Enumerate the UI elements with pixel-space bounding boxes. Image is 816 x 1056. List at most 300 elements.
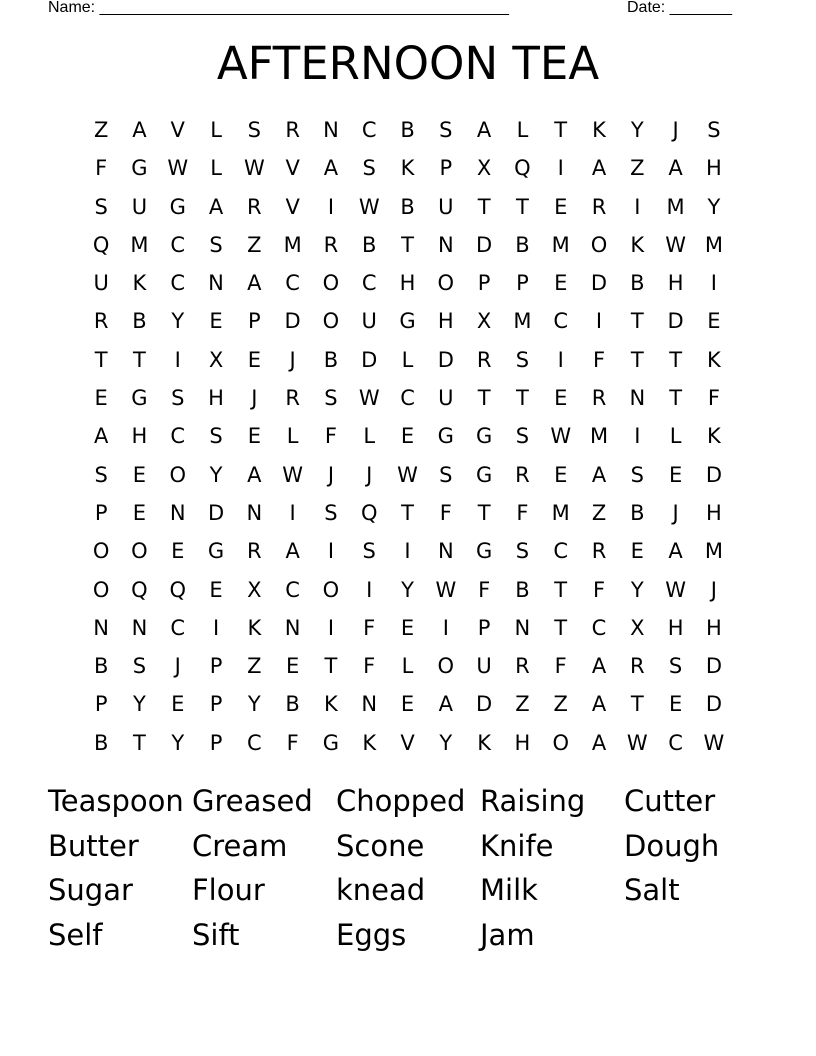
grid-row bbox=[82, 149, 733, 187]
grid-letter: I bbox=[327, 194, 335, 219]
grid-letter: U bbox=[361, 309, 377, 334]
grid-letter: W bbox=[167, 156, 189, 181]
grid-letter: E bbox=[668, 462, 683, 487]
grid-letter: D bbox=[361, 347, 378, 372]
grid-letter: T bbox=[554, 615, 568, 640]
word-list-item: Raising bbox=[480, 784, 586, 818]
grid-letter: O bbox=[169, 462, 186, 487]
grid-letter: B bbox=[285, 692, 300, 717]
grid-letter: Y bbox=[247, 692, 261, 717]
grid-letter: C bbox=[361, 118, 377, 142]
page-title: AFTERNOON TEA bbox=[216, 37, 600, 90]
grid-letter: N bbox=[284, 615, 301, 640]
grid-letter: L bbox=[401, 654, 414, 679]
grid-letter: T bbox=[133, 347, 146, 372]
grid-letter: W bbox=[550, 424, 572, 449]
grid-letter: L bbox=[286, 424, 299, 449]
grid-letter: S bbox=[132, 654, 147, 679]
grid-letter: Y bbox=[630, 118, 644, 142]
grid-letter: C bbox=[170, 232, 186, 257]
grid-letter: L bbox=[210, 118, 222, 142]
grid-letter: Z bbox=[591, 500, 607, 525]
grid-letter: A bbox=[93, 424, 109, 449]
grid-letter: I bbox=[327, 539, 335, 564]
grid-letter: T bbox=[630, 347, 644, 372]
grid-letter: C bbox=[285, 271, 300, 296]
grid-letter: Y bbox=[171, 309, 185, 334]
grid-letter: I bbox=[366, 577, 373, 602]
grid-letter: H bbox=[399, 271, 416, 296]
grid-letter: N bbox=[629, 386, 646, 411]
grid-letter: H bbox=[706, 500, 722, 525]
word-list-item: knead bbox=[336, 873, 426, 907]
grid-letter: H bbox=[514, 730, 531, 755]
grid-letter: Q bbox=[514, 156, 531, 181]
grid-letter: Z bbox=[247, 232, 262, 257]
grid-letter: I bbox=[289, 500, 296, 525]
letter-grid bbox=[82, 111, 733, 762]
grid-letter: E bbox=[400, 615, 415, 640]
grid-letter: T bbox=[630, 309, 644, 334]
grid-letter: A bbox=[285, 539, 300, 564]
grid-letter: M bbox=[666, 194, 685, 219]
grid-letter: A bbox=[591, 654, 607, 679]
grid-letter: C bbox=[170, 424, 186, 449]
grid-letter: R bbox=[247, 539, 262, 564]
grid-letter: T bbox=[401, 500, 414, 525]
grid-letter: G bbox=[131, 156, 148, 181]
grid-letter: Z bbox=[553, 692, 568, 717]
grid-letter: I bbox=[327, 615, 335, 640]
word-list-item: Sugar bbox=[48, 873, 133, 907]
grid-letter: J bbox=[289, 347, 296, 372]
grid-letter: T bbox=[94, 347, 108, 372]
grid-letter: W bbox=[626, 730, 648, 755]
grid-letter: O bbox=[131, 539, 148, 564]
grid-letter: R bbox=[630, 654, 645, 679]
grid-row bbox=[82, 188, 733, 226]
grid-letter: R bbox=[515, 462, 530, 487]
grid-letter: O bbox=[322, 271, 340, 296]
grid-letter: W bbox=[358, 386, 380, 411]
grid-letter: Q bbox=[131, 577, 148, 602]
grid-letter: E bbox=[400, 692, 415, 717]
grid-letter: T bbox=[554, 577, 568, 602]
grid-letter: A bbox=[247, 271, 262, 296]
grid-letter: Q bbox=[92, 232, 110, 257]
word-list-item: Butter bbox=[48, 828, 139, 863]
grid-letter: N bbox=[514, 615, 531, 640]
grid-letter: Z bbox=[247, 654, 262, 679]
grid-letter: U bbox=[438, 194, 454, 219]
grid-letter: D bbox=[705, 462, 722, 487]
grid-letter: G bbox=[131, 386, 148, 411]
grid-letter: C bbox=[668, 730, 683, 755]
grid-letter: E bbox=[554, 194, 568, 219]
grid-letter: N bbox=[131, 615, 148, 640]
grid-row bbox=[82, 532, 733, 570]
grid-letter: V bbox=[285, 194, 300, 219]
grid-letter: A bbox=[591, 730, 607, 755]
grid-letter: R bbox=[247, 194, 262, 219]
grid-letter: C bbox=[361, 271, 377, 296]
grid-letter: A bbox=[668, 156, 683, 181]
grid-letter: W bbox=[703, 730, 725, 755]
grid-letter: E bbox=[209, 577, 223, 602]
grid-letter: C bbox=[170, 271, 186, 296]
grid-letter: E bbox=[171, 692, 185, 717]
grid-letter: T bbox=[669, 347, 683, 372]
grid-letter: A bbox=[476, 118, 492, 142]
grid-letter: E bbox=[554, 386, 568, 411]
grid-letter: O bbox=[437, 654, 455, 679]
grid-letter: S bbox=[209, 424, 223, 449]
grid-letter: S bbox=[707, 118, 721, 142]
grid-row bbox=[82, 571, 733, 609]
grid-letter: U bbox=[93, 271, 109, 296]
grid-letter: O bbox=[322, 577, 340, 602]
word-list-item: Teaspoon bbox=[48, 784, 184, 818]
grid-letter: S bbox=[515, 347, 530, 372]
grid-letter: C bbox=[400, 386, 415, 411]
grid-letter: T bbox=[324, 654, 338, 679]
grid-letter: S bbox=[94, 462, 108, 487]
grid-letter: H bbox=[437, 309, 454, 334]
grid-letter: S bbox=[247, 118, 261, 142]
grid-letter: F bbox=[478, 577, 491, 602]
grid-letter: X bbox=[476, 156, 492, 181]
grid-letter: T bbox=[516, 194, 529, 219]
grid-letter: I bbox=[595, 309, 603, 334]
grid-letter: L bbox=[210, 156, 222, 181]
grid-letter: W bbox=[243, 156, 265, 181]
grid-letter: F bbox=[592, 347, 606, 372]
grid-letter: C bbox=[285, 577, 300, 602]
grid-letter: P bbox=[477, 615, 491, 640]
grid-letter: U bbox=[131, 194, 148, 219]
grid-letter: R bbox=[591, 386, 607, 411]
grid-letter: A bbox=[208, 194, 224, 219]
grid-letter: F bbox=[592, 577, 606, 602]
grid-letter: K bbox=[247, 615, 262, 640]
grid-letter: E bbox=[630, 539, 644, 564]
grid-letter: K bbox=[132, 271, 147, 296]
grid-letter: W bbox=[435, 577, 457, 602]
grid-letter: A bbox=[438, 692, 453, 717]
grid-row bbox=[82, 341, 733, 379]
grid-letter: D bbox=[476, 232, 493, 257]
grid-row bbox=[82, 417, 733, 455]
grid-letter: B bbox=[323, 347, 339, 372]
grid-letter: J bbox=[174, 654, 181, 679]
name-field-label: Name: ______________________________________________ bbox=[48, 0, 509, 16]
grid-letter: K bbox=[362, 730, 377, 755]
grid-letter: O bbox=[590, 232, 608, 257]
grid-row bbox=[82, 724, 733, 762]
grid-letter: S bbox=[439, 118, 453, 142]
grid-letter: R bbox=[285, 118, 300, 142]
grid-letter: M bbox=[130, 232, 149, 257]
grid-letter: Y bbox=[439, 730, 453, 755]
grid-letter: B bbox=[93, 730, 109, 755]
grid-letter: I bbox=[442, 615, 449, 640]
grid-letter: P bbox=[209, 730, 223, 755]
grid-letter: R bbox=[515, 654, 530, 679]
grid-letter: R bbox=[476, 347, 492, 372]
grid-letter: I bbox=[557, 156, 564, 181]
grid-letter: E bbox=[400, 424, 415, 449]
grid-letter: J bbox=[710, 577, 717, 602]
grid-letter: W bbox=[397, 462, 418, 487]
grid-letter: F bbox=[286, 730, 299, 755]
grid-letter: J bbox=[327, 462, 335, 487]
grid-letter: Q bbox=[360, 500, 378, 525]
grid-letter: G bbox=[399, 309, 416, 334]
grid-letter: I bbox=[174, 347, 181, 372]
grid-letter: F bbox=[95, 156, 108, 181]
grid-letter: O bbox=[437, 271, 455, 296]
grid-letter: R bbox=[591, 194, 607, 219]
grid-letter: X bbox=[247, 577, 262, 602]
grid-letter: T bbox=[133, 730, 146, 755]
grid-letter: J bbox=[672, 500, 679, 525]
grid-letter: F bbox=[707, 386, 720, 411]
grid-letter: W bbox=[282, 462, 304, 487]
grid-letter: J bbox=[251, 386, 258, 411]
grid-letter: B bbox=[515, 232, 530, 257]
grid-letter: S bbox=[362, 156, 376, 181]
grid-letter: N bbox=[169, 500, 186, 525]
grid-letter: S bbox=[362, 539, 376, 564]
grid-letter: K bbox=[592, 118, 606, 142]
grid-letter: N bbox=[246, 500, 263, 525]
grid-letter: E bbox=[554, 271, 568, 296]
word-list-item: Knife bbox=[480, 828, 554, 863]
grid-letter: E bbox=[707, 309, 721, 334]
grid-letter: T bbox=[401, 232, 414, 257]
grid-letter: E bbox=[285, 654, 300, 679]
grid-letter: C bbox=[170, 615, 186, 640]
grid-letter: G bbox=[207, 539, 225, 564]
grid-letter: H bbox=[667, 615, 684, 640]
word-list-item: Jam bbox=[480, 917, 535, 952]
grid-letter: X bbox=[476, 309, 492, 334]
grid-row bbox=[82, 226, 733, 264]
grid-letter: Z bbox=[515, 692, 530, 717]
grid-letter: B bbox=[400, 194, 415, 219]
grid-letter: P bbox=[248, 309, 261, 334]
grid-row bbox=[82, 647, 733, 685]
grid-letter: U bbox=[438, 386, 454, 411]
grid-letter: A bbox=[591, 692, 607, 717]
grid-letter: A bbox=[247, 462, 262, 487]
grid-letter: M bbox=[704, 539, 723, 564]
word-list-item: Cutter bbox=[624, 784, 716, 818]
grid-letter: E bbox=[132, 500, 147, 525]
grid-letter: J bbox=[366, 462, 373, 487]
grid-letter: P bbox=[439, 156, 453, 181]
grid-letter: S bbox=[209, 232, 223, 257]
grid-row bbox=[82, 456, 733, 494]
grid-letter: L bbox=[516, 118, 529, 142]
grid-letter: R bbox=[285, 386, 300, 411]
grid-letter: X bbox=[208, 347, 224, 372]
grid-letter: Y bbox=[707, 194, 721, 219]
grid-letter: E bbox=[247, 347, 261, 372]
grid-row bbox=[82, 609, 733, 647]
word-list-item: Cream bbox=[192, 828, 288, 863]
grid-letter: F bbox=[363, 654, 376, 679]
word-list-item: Chopped bbox=[336, 784, 466, 818]
grid-letter: I bbox=[212, 615, 220, 640]
word-list-item: Self bbox=[48, 917, 103, 952]
grid-letter: I bbox=[634, 424, 641, 449]
grid-letter: Q bbox=[169, 577, 186, 602]
grid-letter: B bbox=[132, 309, 147, 334]
grid-letter: S bbox=[630, 462, 644, 487]
grid-letter: G bbox=[475, 424, 493, 449]
grid-letter: S bbox=[515, 424, 530, 449]
grid-letter: B bbox=[400, 118, 415, 142]
grid-letter: L bbox=[401, 347, 414, 372]
grid-letter: O bbox=[92, 539, 110, 564]
grid-letter: A bbox=[323, 156, 339, 181]
grid-letter: E bbox=[94, 386, 108, 411]
grid-letter: D bbox=[207, 500, 225, 525]
grid-letter: S bbox=[668, 654, 683, 679]
grid-letter: W bbox=[665, 577, 686, 602]
word-list-item: Flour bbox=[192, 873, 265, 907]
grid-letter: G bbox=[169, 194, 186, 219]
grid-letter: E bbox=[132, 462, 147, 487]
grid-letter: O bbox=[322, 309, 340, 334]
grid-letter: B bbox=[515, 577, 530, 602]
grid-letter: D bbox=[476, 692, 493, 717]
grid-letter: I bbox=[710, 271, 717, 296]
grid-letter: M bbox=[704, 232, 723, 257]
grid-letter: B bbox=[630, 271, 645, 296]
grid-letter: D bbox=[590, 271, 608, 296]
grid-letter: T bbox=[477, 386, 491, 411]
grid-letter: X bbox=[630, 615, 645, 640]
word-list-item: Salt bbox=[624, 873, 680, 907]
grid-letter: F bbox=[324, 424, 337, 449]
grid-letter: A bbox=[132, 118, 147, 142]
grid-row bbox=[82, 494, 733, 532]
grid-letter: P bbox=[477, 271, 491, 296]
grid-letter: F bbox=[554, 654, 567, 679]
grid-letter: M bbox=[589, 424, 609, 449]
grid-letter: M bbox=[283, 232, 302, 257]
grid-letter: K bbox=[707, 347, 721, 372]
grid-letter: H bbox=[208, 386, 224, 411]
grid-letter: H bbox=[667, 271, 684, 296]
grid-letter: O bbox=[92, 577, 110, 602]
grid-letter: T bbox=[669, 386, 683, 411]
grid-letter: A bbox=[668, 539, 683, 564]
grid-letter: D bbox=[284, 309, 301, 334]
word-list-item: Scone bbox=[336, 828, 425, 863]
grid-letter: W bbox=[358, 194, 380, 219]
grid-letter: V bbox=[170, 118, 185, 142]
grid-letter: C bbox=[591, 615, 607, 640]
grid-letter: U bbox=[476, 654, 492, 679]
grid-letter: L bbox=[669, 424, 682, 449]
grid-letter: N bbox=[361, 692, 378, 717]
grid-letter: T bbox=[516, 386, 529, 411]
grid-letter: C bbox=[553, 539, 569, 564]
grid-letter: G bbox=[322, 730, 340, 755]
grid-letter: K bbox=[630, 232, 645, 257]
grid-letter: S bbox=[324, 500, 338, 525]
word-list-item: Dough bbox=[624, 828, 720, 863]
date-field-label: Date: _______ bbox=[627, 0, 732, 16]
grid-letter: K bbox=[477, 730, 491, 755]
word-list-item: Greased bbox=[192, 784, 313, 818]
grid-letter: P bbox=[209, 692, 223, 717]
grid-row bbox=[82, 379, 733, 417]
grid-letter: C bbox=[553, 309, 569, 334]
grid-letter: M bbox=[551, 500, 570, 525]
grid-letter: K bbox=[400, 156, 415, 181]
grid-letter: P bbox=[516, 271, 529, 296]
grid-letter: V bbox=[400, 730, 415, 755]
grid-letter: Y bbox=[401, 577, 414, 602]
grid-letter: S bbox=[439, 462, 453, 487]
grid-letter: D bbox=[705, 654, 722, 679]
grid-letter: N bbox=[208, 271, 224, 296]
word-list bbox=[48, 779, 768, 957]
grid-letter: G bbox=[437, 424, 454, 449]
grid-letter: P bbox=[94, 500, 108, 525]
grid-letter: P bbox=[94, 692, 108, 717]
grid-letter: I bbox=[634, 194, 641, 219]
grid-letter: S bbox=[94, 194, 108, 219]
header bbox=[48, 0, 748, 19]
grid-letter: V bbox=[285, 156, 300, 181]
grid-letter: H bbox=[706, 615, 722, 640]
grid-letter: K bbox=[707, 424, 721, 449]
grid-letter: Y bbox=[171, 730, 185, 755]
grid-letter: Z bbox=[630, 156, 645, 181]
grid-letter: D bbox=[667, 309, 684, 334]
grid-letter: S bbox=[324, 386, 338, 411]
grid-letter: S bbox=[171, 386, 185, 411]
word-list-item: Eggs bbox=[336, 917, 407, 952]
grid-letter: E bbox=[209, 309, 223, 334]
grid-letter: E bbox=[171, 539, 185, 564]
grid-row bbox=[82, 685, 733, 723]
grid-letter: J bbox=[672, 118, 679, 142]
grid-letter: O bbox=[552, 730, 569, 755]
grid-letter: Y bbox=[133, 692, 146, 717]
grid-letter: T bbox=[554, 118, 568, 142]
grid-letter: D bbox=[705, 692, 722, 717]
word-list-item: Sift bbox=[192, 917, 240, 952]
grid-letter: Y bbox=[630, 577, 644, 602]
grid-letter: M bbox=[513, 309, 532, 334]
grid-letter: I bbox=[404, 539, 411, 564]
grid-letter: R bbox=[323, 232, 339, 257]
grid-letter: W bbox=[665, 232, 686, 257]
grid-letter: M bbox=[551, 232, 570, 257]
grid-letter: B bbox=[93, 654, 109, 679]
word-list-item: Milk bbox=[480, 873, 538, 907]
grid-letter: B bbox=[362, 232, 377, 257]
grid-letter: F bbox=[363, 615, 376, 640]
grid-letter: E bbox=[668, 692, 683, 717]
grid-letter: Z bbox=[93, 118, 109, 142]
